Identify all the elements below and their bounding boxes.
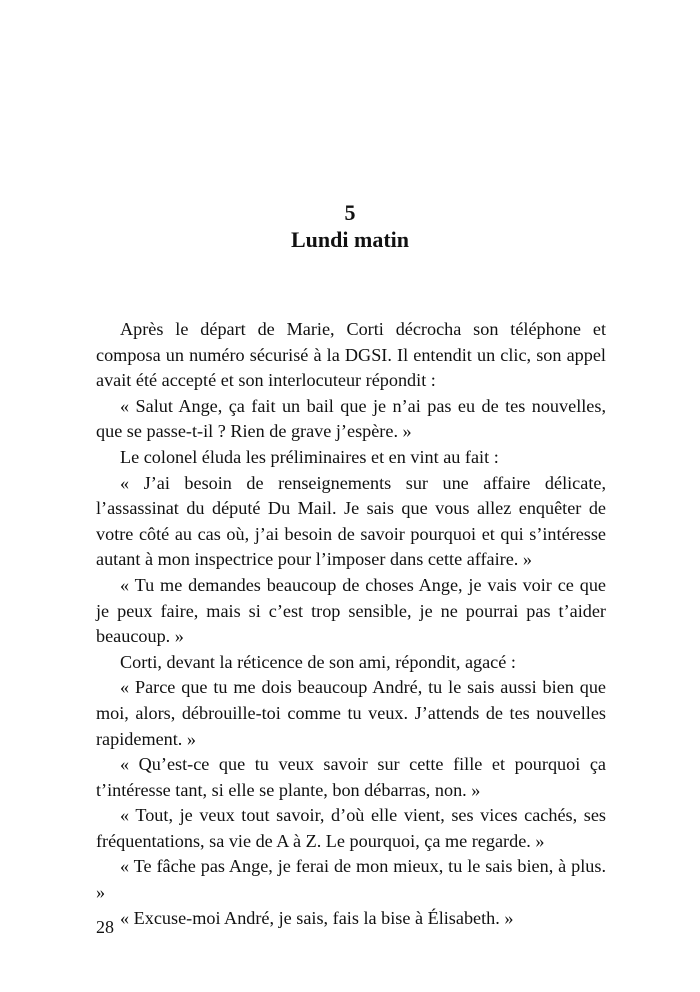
paragraph: Corti, devant la réticence de son ami, répondit, agacé : [120, 651, 516, 672]
paragraph: « Qu’est-ce que tu veux savoir sur cette fille et pourquoi ça t’intéresse tant, si elle se plante, bon débarras, non. » [96, 754, 606, 800]
paragraph: Après le départ de Marie, Corti décrocha son téléphone et composa un numéro sécurisé à la DGSI. Il entendit un clic, son appel avait été accepté et son interlocuteur répondit : [96, 319, 606, 391]
paragraph: Le colonel éluda les préliminaires et en vint au fait : [120, 446, 499, 467]
paragraph: « Tout, je veux tout savoir, d’où elle vient, ses vices cachés, ses fréquentations, sa vie de A à Z. Le pourquoi, ça me regarde. » [96, 805, 606, 851]
paragraph: « Te fâche pas Ange, je ferai de mon mieux, tu le sais bien, à plus. » [96, 856, 606, 903]
paragraph: « Parce que tu me dois beaucoup André, tu le sais aussi bien que moi, alors, débrouille-toi comme tu veux. J’attends de tes nouvelles rapidement. » [96, 677, 606, 749]
paragraph: « Tu me demandes beaucoup de choses Ange, je vais voir ce que je peux faire, mais si c’est trop sensible, je ne pourrai pas t’aider beaucoup. » [96, 574, 606, 647]
paragraph: « J’ai besoin de renseignements sur une affaire délicate, l’assassinat du député Du Mail. Je sais que vous allez enquêter de votre côté au cas où, j’ai besoin de savoir pourquoi et qui s’intéresse autant à mon inspectrice pour l’imposer dans cette affaire. » [96, 472, 606, 570]
chapter-title: Lundi matin [291, 227, 409, 252]
paragraph: « Salut Ange, ça fait un bail que je n’ai pas eu de tes nouvelles, que se passe-t-il ? Rien de grave j’espère. » [96, 395, 606, 442]
chapter-body [96, 317, 606, 931]
paragraph: « Excuse-moi André, je sais, fais la bise à Élisabeth. » [120, 907, 514, 928]
page-number: 28 [96, 917, 114, 937]
chapter-number: 5 [344, 200, 356, 225]
